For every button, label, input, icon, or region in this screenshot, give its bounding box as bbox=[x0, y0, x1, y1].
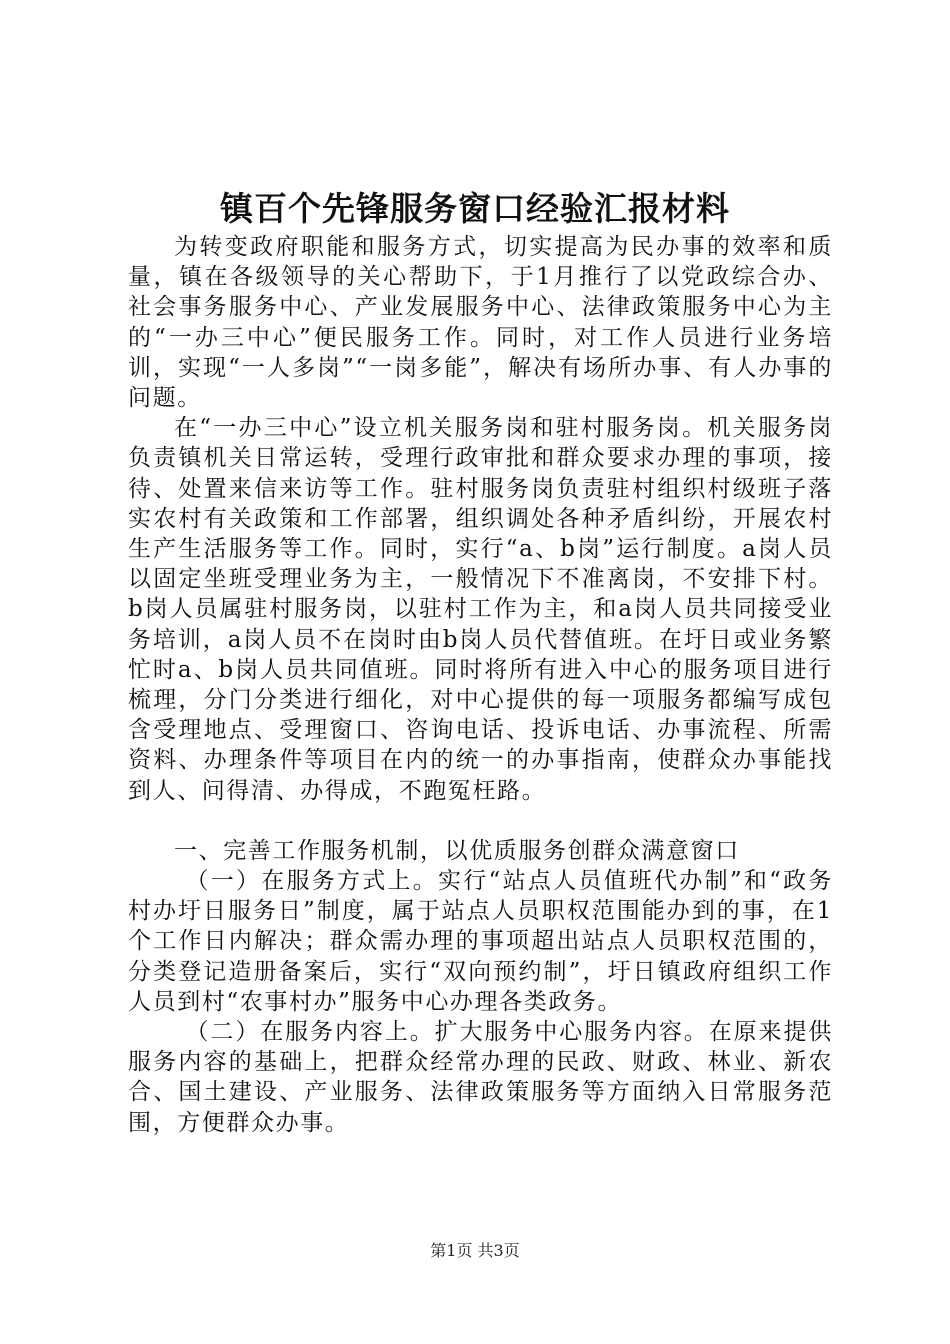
paragraph-service-posts: 在“一办三中心”设立机关服务岗和驻村服务岗。机关服务岗负责镇机关日常运转，受理行政审批和群众要求办理的事项，接待、处置来信来访等工作。驻村服务岗负责驻村组织村级班子落实农村有关政策和工作部署，组织调处各种矛盾纠纷，开展农村生产生活服务等工作。同时，实行“a、b岗”运行制度。a岗人员以固定坐班受理业务为主，一般情况下不准离岗，不安排下村。b岗人员属驻村服务岗，以驻村工作为主，和a岗人员共同接受业务培训，a岗人员不在岗时由b岗人员代替值班。在圩日或业务繁忙时a、b岗人员共同值班。同时将所有进入中心的服务项目进行梳理，分门分类进行细化，对中心提供的每一项服务都编写成包含受理地点、受理窗口、咨询电话、投诉电话、办事流程、所需资料、办理条件等项目在内的统一的办事指南，使群众办事能找到人、问得清、办得成，不跑冤枉路。 bbox=[128, 415, 833, 804]
section-heading-1: 一、完善工作服务机制，以优质服务创群众满意窗口 bbox=[174, 837, 740, 864]
paragraph-intro: 为转变政府职能和服务方式，切实提高为民办事的效率和质量，镇在各级领导的关心帮助下，于1月推行了以党政综合办、社会事务服务中心、产业发展服务中心、法律政策服务中心为主的“一办三中心”便民服务工作。同时，对工作人员进行业务培训，实现“一人多岗”“一岗多能”，解决有场所办事、有人办事的问题。 bbox=[128, 234, 833, 412]
page-footer: 第1页 共3页 bbox=[430, 1241, 520, 1260]
paragraph-service-method: （一）在服务方式上。实行“站点人员值班代办制”和“政务村办圩日服务日”制度，属于站点人员职权范围能办到的事，在1个工作日内解决；群众需办理的事项超出站点人员职权范围的，分类登记造册备案后，实行“双向预约制”，圩日镇政府组织工作人员到村“农事村办”服务中心办理各类政务。 bbox=[128, 868, 833, 1015]
document-body bbox=[128, 232, 833, 1138]
paragraph-service-content: （二）在服务内容上。扩大服务中心服务内容。在原来提供服务内容的基础上，把群众经常办理的民政、财政、林业、新农合、国土建设、产业服务、法律政策服务等方面纳入日常服务范围，方便群众办事。 bbox=[128, 1019, 833, 1136]
document-title: 镇百个先锋服务窗口经验汇报材料 bbox=[220, 189, 730, 228]
